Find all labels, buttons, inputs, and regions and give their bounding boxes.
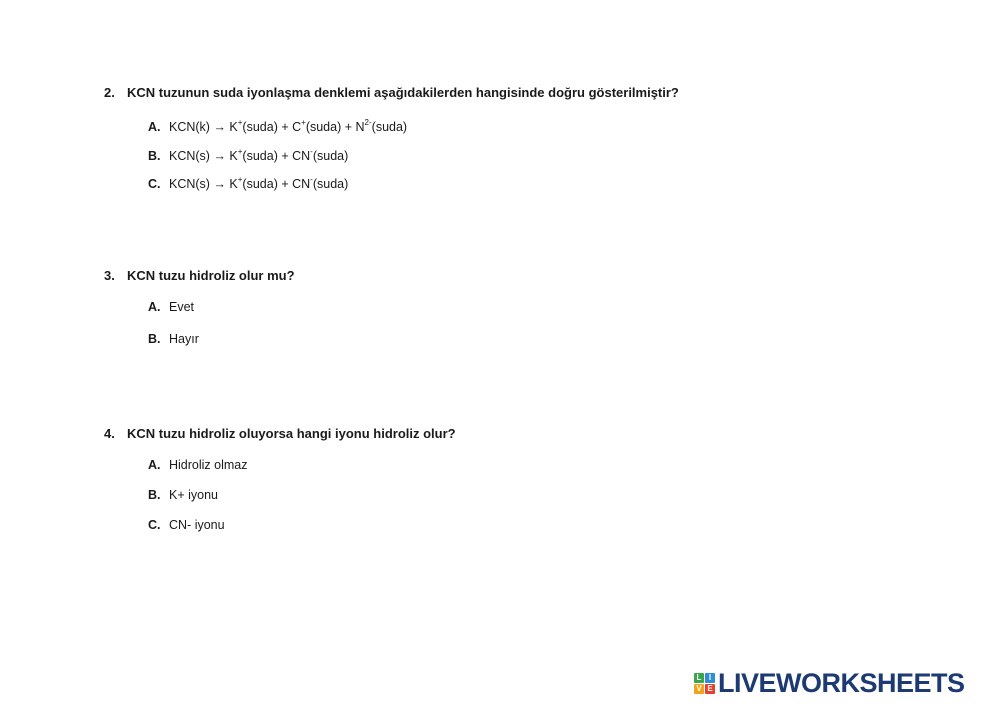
option-2b[interactable]: [148, 146, 349, 163]
option-4b[interactable]: [148, 488, 218, 502]
logo-text: LIVEWORKSHEETS: [718, 667, 965, 698]
option-3a[interactable]: [148, 300, 194, 314]
option-text: KCN(k) → K+(suda) + C+(suda) + $N^{2-}(suda)$: [169, 117, 408, 134]
option-3b[interactable]: [148, 332, 199, 346]
option-text: Hayır: [169, 332, 199, 346]
question-number: 2.: [104, 85, 115, 100]
option-4c[interactable]: [148, 518, 225, 532]
question-4: [104, 426, 456, 441]
option-letter: B.: [148, 332, 161, 346]
logo-letter-l: L: [694, 673, 704, 683]
logo-letter-v: V: [694, 684, 704, 694]
question-text: KCN tuzu hidroliz olur mu?: [127, 268, 295, 283]
option-text: K+ iyonu: [169, 488, 218, 502]
option-letter: B.: [148, 488, 161, 502]
option-text: Hidroliz olmaz: [169, 458, 248, 472]
option-letter: C.: [148, 177, 161, 191]
option-4a[interactable]: [148, 458, 248, 472]
option-2c[interactable]: [148, 174, 349, 191]
option-text: KCN(s) → K+(suda) + CN-(suda): [169, 146, 349, 163]
question-text: KCN tuzu hidroliz oluyorsa hangi iyonu hidroliz olur?: [127, 426, 456, 441]
option-letter: B.: [148, 149, 161, 163]
option-text: Evet: [169, 300, 195, 314]
question-2: [104, 85, 679, 100]
option-letter: A.: [148, 300, 161, 314]
question-3: [104, 268, 295, 283]
question-text: KCN tuzunun suda iyonlaşma denklemi aşağıdakilerden hangisinde doğru gösterilmiştir?: [127, 85, 679, 100]
option-letter: A.: [148, 120, 161, 134]
option-text: KCN(s) → K+(suda) + CN-(suda): [169, 174, 349, 191]
option-letter: A.: [148, 458, 161, 472]
option-text: CN- iyonu: [169, 518, 225, 532]
question-number: 3.: [104, 268, 115, 283]
logo-letter-i: I: [705, 673, 715, 683]
question-number: 4.: [104, 426, 115, 441]
logo-letter-e: E: [705, 684, 715, 694]
liveworksheets-logo: [694, 668, 965, 698]
live-logo-icon: [694, 673, 715, 694]
option-letter: C.: [148, 518, 161, 532]
option-2a[interactable]: [148, 117, 408, 134]
